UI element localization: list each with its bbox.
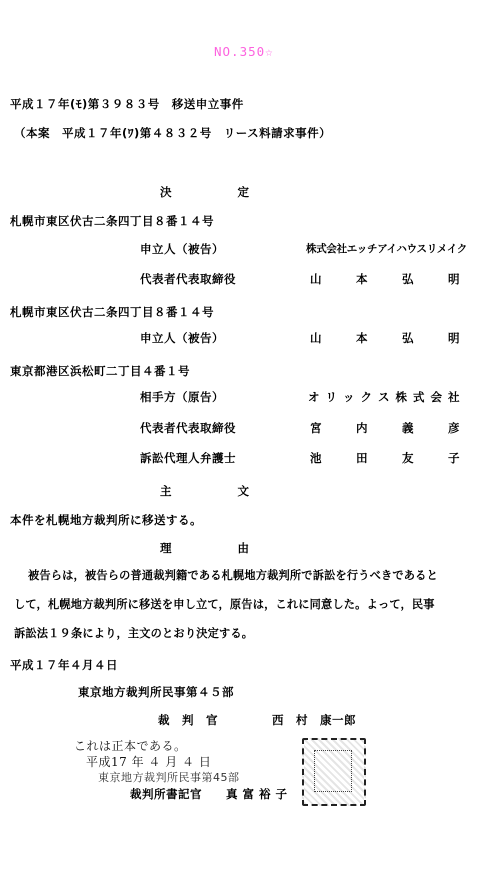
party-name-3-char: 明 <box>448 331 460 345</box>
party-name-5-char: 義 <box>402 421 414 435</box>
decision-title: 決 定 <box>160 185 253 199</box>
certification-line-4: 裁判所書記官 真 富 裕 子 <box>130 787 288 801</box>
certification-handwritten-line-1: これは正本である。 <box>74 739 187 753</box>
main-text: 本件を札幌地方裁判所に移送する。 <box>10 513 202 527</box>
party-name-4-char: 会 <box>430 390 443 404</box>
official-seal-inner <box>314 750 352 792</box>
party-address-3: 東京都港区浜松町二丁目４番１号 <box>10 364 190 378</box>
reason-heading: 理 由 <box>160 541 253 555</box>
party-name-5-char: 内 <box>356 421 368 435</box>
certification-line-3: 東京地方裁判所民事第45部 <box>98 771 240 784</box>
party-name-4-char: リ <box>325 390 338 404</box>
party-name-2-char: 本 <box>356 272 368 286</box>
party-name-2-char: 明 <box>448 272 460 286</box>
party-name-5-char: 彦 <box>448 421 460 435</box>
main-text-heading: 主 文 <box>160 484 253 498</box>
party-name-6-char: 子 <box>448 451 460 465</box>
party-name-4-char: ク <box>360 390 373 404</box>
main-case-line: （本案 平成１７年(ﾜ)第４８３２号 リース料請求事件） <box>14 126 332 140</box>
party-name-4-char: ス <box>378 390 390 404</box>
case-number-line: 平成１７年(ﾓ)第３９８３号 移送申立事件 <box>10 97 244 111</box>
party-name-5-char: 宮 <box>310 421 322 435</box>
party-name-6-char: 池 <box>310 451 322 465</box>
party-role-3: 申立人（被告） <box>140 331 224 345</box>
party-name-5 <box>310 420 460 436</box>
party-name-2-char: 山 <box>310 272 322 286</box>
party-name-3 <box>310 330 460 346</box>
party-role-2: 代表者代表取締役 <box>140 272 236 286</box>
party-role-4: 相手方（原告） <box>140 390 224 404</box>
reason-line-2: して，札幌地方裁判所に移送を申し立て，原告は，これに同意した。よって，民事 <box>14 598 435 611</box>
document-number: NO.350☆ <box>214 44 274 59</box>
certification-handwritten-line-2: 平成17 年 ４ 月 ４ 日 <box>86 755 212 769</box>
reason-line-1: 被告らは，被告らの普通裁判籍である札幌地方裁判所で訴訟を行うべきであると <box>28 569 438 582</box>
party-name-4-char: 社 <box>448 390 460 404</box>
party-name-6-char: 友 <box>402 451 414 465</box>
party-role-1: 申立人（被告） <box>140 242 224 256</box>
reason-line-3: 訴訟法１９条により，主文のとおり決定する。 <box>14 627 254 640</box>
party-name-2 <box>310 271 460 287</box>
party-role-6: 訴訟代理人弁護士 <box>140 451 236 465</box>
party-name-4 <box>308 389 460 405</box>
party-name-4-char: ッ <box>343 390 355 404</box>
party-name-6-char: 田 <box>356 451 368 465</box>
party-address-1: 札幌市東区伏古二条四丁目８番１４号 <box>10 214 214 228</box>
judge-name: 西 村 康一郎 <box>272 713 356 727</box>
party-role-5: 代表者代表取締役 <box>140 421 236 435</box>
decision-date: 平成１７年４月４日 <box>10 658 118 672</box>
judge-title: 裁 判 官 <box>158 713 218 727</box>
party-name-4-char: オ <box>308 390 320 404</box>
party-name-3-char: 山 <box>310 331 322 345</box>
party-name-3-char: 弘 <box>402 331 414 345</box>
party-name-4-char: 式 <box>413 390 425 404</box>
party-name-2-char: 弘 <box>402 272 414 286</box>
party-name-4-char: 株 <box>395 390 408 404</box>
party-address-2: 札幌市東区伏古二条四丁目８番１４号 <box>10 305 214 319</box>
party-name-1: 株式会社エッチアイハウスリメイク <box>306 243 467 255</box>
court-name: 東京地方裁判所民事第４５部 <box>78 685 234 699</box>
party-name-3-char: 本 <box>356 331 368 345</box>
party-name-6 <box>310 450 460 466</box>
